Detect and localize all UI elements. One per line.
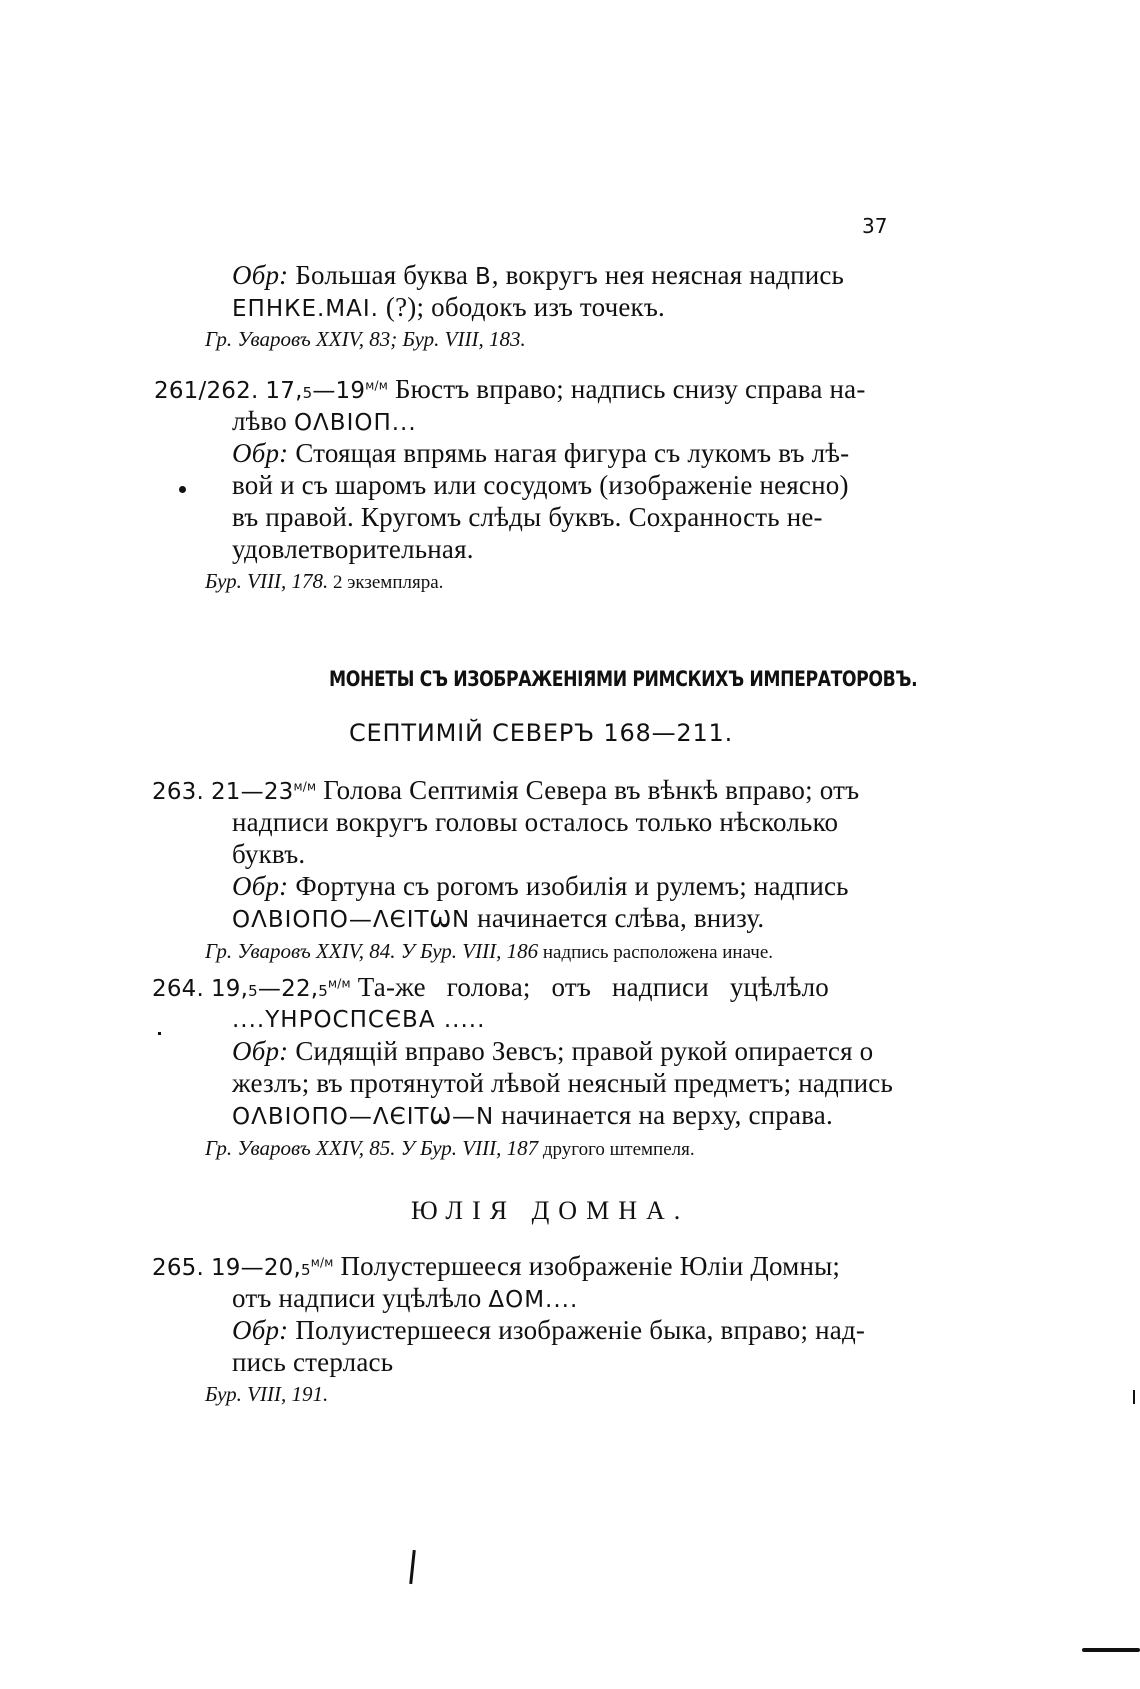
entry-description: Та-же голова; отъ надписи уцѣлѣло [357, 972, 829, 1002]
obverse-description: Обр: Полуистершееся изображеніе быка, вправо; над- [232, 1315, 866, 1345]
obverse-inscription-line: ΟΛΒΙΟΠΟ—ΛЄΙΤѠ—Ν начинается на верху, справа. [232, 1100, 833, 1130]
stray-dot [158, 1032, 161, 1035]
coin-inscription: ΟΛΒΙΟΠΟ—ΛЄΙΤѠΝ [232, 907, 471, 933]
coin-inscription: ΟΛΒΙΟΠΟ—ΛЄΙΤѠ—Ν [232, 1104, 495, 1130]
reference-line: Бур. VIII, 178. 2 экземпляра. [205, 569, 444, 593]
obverse-label: Обр: [232, 871, 289, 901]
scan-mark [409, 1550, 416, 1584]
obverse-description: Обр: Стоящая впрямь нагая фигура съ лукомъ въ лѣ- [232, 438, 850, 468]
subheading-julia-domna: ЮЛІЯ ДОМНА. [411, 1196, 690, 1225]
page-number: 37 [862, 214, 888, 238]
obverse-inscription-line: ΟΛΒΙΟΠΟ—ΛЄΙΤѠΝ начинается слѣва, внизу. [232, 903, 765, 933]
reference-line: Гр. Уваровъ XXIV, 84. У Бур. VIII, 186 надпись расположена иначе. [205, 939, 774, 963]
scan-edge-mark [1133, 1390, 1135, 1404]
catalog-entry-264 [152, 972, 829, 1003]
catalog-entry-261-line2: лѣво ΟΛΒΙΟΠ... [232, 406, 417, 436]
obverse-text-end: (?); ободокъ изъ точекъ. [378, 292, 665, 322]
entry-size: $19,5—22,5^{м/м}$ [210, 976, 351, 1002]
subheading-septimius: СЕПТИМІЙ СЕВЕРЪ 168—211. [349, 719, 734, 747]
catalog-entry-265-line2: отъ надписи уцѣлѣло ΔΟΜ.... [232, 1283, 579, 1313]
obverse-label: Обр: [232, 1315, 289, 1345]
coin-inscription: ....ΥΗΡΟϹΠϹЄΒΑ ..... [232, 1007, 486, 1033]
entry-size: $19—20,5^{м/м}$ [210, 1255, 334, 1281]
obverse-label: Обр: [232, 1036, 289, 1066]
description-line: удовлетворительная. [232, 534, 474, 564]
description-line: пись стерлась [232, 1347, 394, 1377]
catalog-entry-265 [152, 1251, 840, 1282]
entry-size: $17,5—19^{м/м}$ [265, 378, 388, 404]
obverse-description: Обр: Фортуна съ рогомъ изобилія и рулемъ; надпись [232, 871, 849, 901]
entry-number: 263. [152, 779, 205, 805]
obverse-label: Обр: [232, 438, 289, 468]
description-line: вой и съ шаромъ или сосудомъ (изображеніе неясно) [232, 470, 849, 500]
entry-description: Полустершееся изображеніе Юліи Домны; [340, 1251, 841, 1281]
section-heading: МОНЕТЫ СЪ ИЗОБРАЖЕНІЯМИ РИМСКИХЪ ИМПЕРАТОРОВЪ. [329, 667, 918, 691]
obverse-text: Большая буква [295, 260, 475, 290]
coin-inscription: ЕПНКЕ.ΜΑΙ. [232, 296, 379, 322]
stray-dot [179, 486, 186, 493]
entry-size: $21—23^{м/м}$ [210, 779, 317, 805]
catalog-entry-261 [154, 374, 866, 405]
reference-line: Бур. VIII, 191. [205, 1382, 329, 1406]
obverse-letter: B [474, 264, 492, 290]
scan-edge-mark [1082, 1648, 1140, 1652]
reference-line: Гр. Уваровъ XXIV, 83; Бур. VIII, 183. [205, 327, 526, 351]
description-line: буквъ. [232, 839, 306, 869]
obverse-description: Обр: Сидящій вправо Зевсъ; правой рукой опирается о [232, 1036, 874, 1066]
entry-number: 264. [152, 976, 205, 1002]
entry-number: 261/262. [154, 378, 259, 404]
description-line: въ правой. Кругомъ слѣды буквъ. Сохранность не- [232, 502, 823, 532]
description-line: жезлъ; въ протянутой лѣвой неясный предметъ; надпись [232, 1068, 893, 1098]
obverse-text-rest: , вокругъ нея неясная надпись [491, 260, 845, 290]
obverse-label: Обр: [232, 260, 289, 290]
coin-inscription: ΟΛΒΙΟΠ... [293, 410, 417, 436]
reference-line: Гр. Уваровъ XXIV, 85. У Бур. VIII, 187 другого штемпеля. [205, 1136, 695, 1160]
obverse-description [232, 260, 844, 291]
catalog-entry-263 [152, 775, 859, 806]
entry-number: 265. [152, 1255, 205, 1281]
description-line: надписи вокругъ головы осталось только нѣсколько [232, 807, 839, 837]
coin-inscription: ΔΟΜ.... [488, 1287, 579, 1313]
entry-description: Бюстъ вправо; надпись снизу справа на- [394, 374, 866, 404]
obverse-inscription-line [232, 292, 665, 323]
entry-description: Голова Септимія Севера въ вѣнкѣ вправо; отъ [323, 775, 860, 805]
